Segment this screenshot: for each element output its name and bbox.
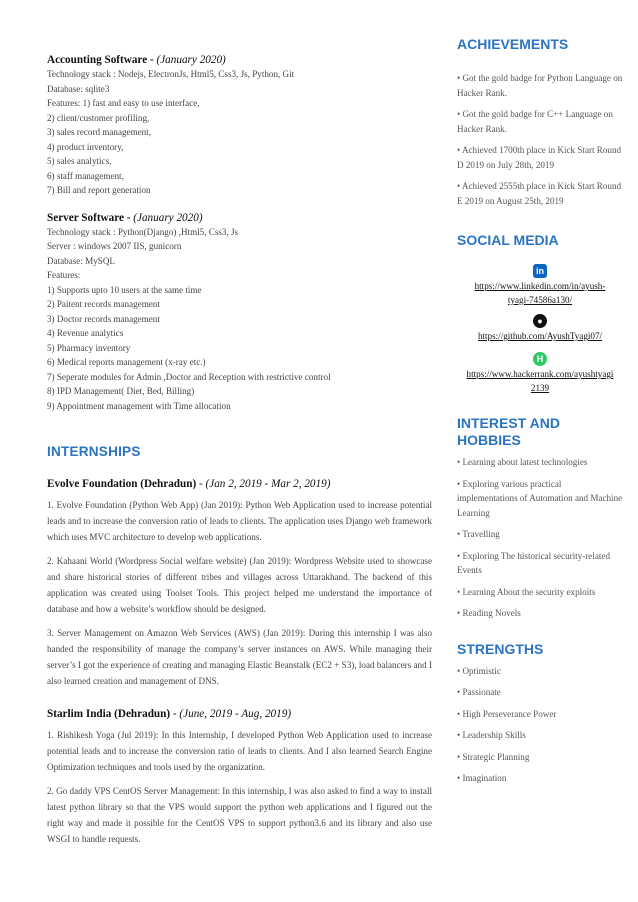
internship-paragraph: 2. Go daddy VPS CentOS Server Management: In this internship, I was also asked to find a way to install latest python library so that the VPS would support the python web applications and I figured out the right way and made it possible for the CentOS VPS to support python3.6 and its library and also use WSGI to handle requests. [47,786,432,844]
interest-item: • Learning About the security exploits [457,586,596,597]
project-line: 4) product inventory, [47,141,124,152]
social-link-github [457,311,623,343]
project-date: (January 2020) [133,211,203,224]
internship-date: - (June, 2019 - Aug, 2019) [170,708,292,720]
social-link-linkedin [457,261,623,307]
achievement-item: • Got the gold badge for C++ Language on Hacker Rank. [457,109,613,134]
interest-item: • Learning about latest technologies [457,457,588,467]
project-line: 1) Supports upto 10 users at the same time [47,284,202,295]
project-line: 3) Doctor records management [47,313,160,324]
project-accounting [47,54,432,198]
internship-evolve [47,477,432,689]
project-name: Server Software - [47,211,134,224]
internship-starlim [47,707,432,847]
left-column [47,54,432,847]
social-link-hackerrank [457,349,623,395]
hackerrank-icon: H [533,352,547,366]
project-name: Accounting Software - [47,54,157,66]
project-line: Features: 1) fast and easy to use interface, [47,98,200,108]
project-title [47,212,432,225]
hackerrank-link-cont[interactable]: 2139 [530,383,550,393]
strength-item: • Passionate [457,687,501,697]
linkedin-link[interactable]: https://www.linkedin.com/in/ayush- [474,281,606,291]
interest-item: • Reading Novels [457,608,521,618]
github-icon: ● [533,314,547,328]
internship-paragraph: 1. Evolve Foundation (Python Web App) (Jan 2019): Python Web Application used to increase potential leads and to increase the conversion ratio of leads to clients. The application uses Django web framework which uses MVC architecture to develop web applications. [47,500,432,542]
project-line: 3) sales record management, [47,127,152,137]
project-line: Server : windows 2007 IIS, gunicorn [47,241,182,251]
project-line: 7) Seperate modules for Admin ,Doctor and Reception with restrictive control [47,371,331,382]
strengths-heading: STRENGTHS [457,640,544,657]
project-line: 8) IPD Management( Diet, Bed, Billing) [47,386,195,396]
project-title [47,54,432,67]
project-line: Database: MySQL [47,255,115,266]
interests-heading: INTEREST AND HOBBIES [457,415,560,448]
project-line: Technology stack : Python(Django) ,Html5, Css3, Js [47,226,239,237]
project-line: 6) staff management, [47,170,124,181]
project-line: 5) Pharmacy inventory [47,342,131,353]
linkedin-icon: in [533,264,547,278]
achievements-heading: ACHIEVEMENTS [457,36,569,52]
social-media-heading: SOCIAL MEDIA [457,232,559,248]
right-column [457,36,623,786]
internship-name: Starlim India (Dehradun) [47,708,171,720]
project-line: 7) Bill and report generation [47,185,151,195]
project-line: 9) Appointment management with Time allocation [47,400,231,411]
internship-name: Evolve Foundation (Dehradun) [47,478,197,490]
interest-item: • Exploring The historical security-related Events [457,550,611,575]
strength-item: • High Perseverance Power [457,708,557,719]
project-line: 4) Revenue analytics [47,328,124,338]
project-line: Technology stack : Nodejs, ElectronJs, Html5, Css3, Js, Python, Git [47,69,295,79]
project-line: 6) Medical reports management (x-ray etc.) [47,357,206,367]
hackerrank-link[interactable]: https://www.hackerrank.com/ayushtyagi [466,369,614,379]
project-server [47,212,432,414]
achievement-item: • Achieved 1700th place in Kick Start Round D 2019 on July 28th, 2019 [457,145,622,170]
strength-item: • Strategic Planning [457,751,530,762]
strength-item: • Imagination [457,773,507,783]
internship-title [47,477,432,491]
internship-paragraph: 3. Server Management on Amazon Web Services (AWS) (Jan 2019): During this internship I was also handed the responsibility of manage the company’s server instances on AWS. While managing their server’s I got the experience of creating and managing Elastic Beanstalk (EC2 + S3), load balancers and I also learned creation and management of DNS. [47,628,432,686]
project-line: Features: [47,270,81,280]
interest-item: • Travelling [457,529,500,539]
achievement-item: • Got the gold badge for Python Language on Hacker Rank. [457,73,623,98]
project-line: 2) Paitent records management [47,299,160,309]
project-line: 2) client/customer profiling, [47,112,150,123]
internship-title [47,707,432,721]
achievement-item: • Achieved 2555th place in Kick Start Round E 2019 on August 25th, 2019 [457,181,622,206]
internship-paragraph: 2. Kahaani World (Wordpress Social welfare website) (Jan 2019): Wordpress Website used to showcase and share historical stories of different tribes and villages across Uttarakhand. The backend of this application was created using Toolset Tools. This project helped me understand the importance of database and how a website’s workflow should be designed. [47,556,432,614]
interest-item: • Exploring various practical implementations of Automation and Machine Learning [457,478,623,518]
project-line: Database: sqlite3 [47,83,110,94]
strength-item: • Leadership Skills [457,730,526,740]
internship-paragraph: 1. Rishikesh Yoga (Jul 2019): In this Internship, I developed Python Web Application used to increase potential leads and to increase the conversion ratio of leads to clients. And I also learned Search Engine Optimization techniques and tools used by the organization. [47,730,432,772]
internship-date: - (Jan 2, 2019 - Mar 2, 2019) [196,478,331,490]
project-line: 5) sales analytics, [47,156,112,166]
linkedin-link-cont[interactable]: tyagi-74586a130/ [507,295,573,305]
github-link[interactable]: https://github.com/AyushTyagi07/ [477,331,603,341]
project-date: (January 2020) [156,54,226,66]
strength-item: • Optimistic [457,665,501,676]
internships-heading: INTERNSHIPS [47,444,141,459]
